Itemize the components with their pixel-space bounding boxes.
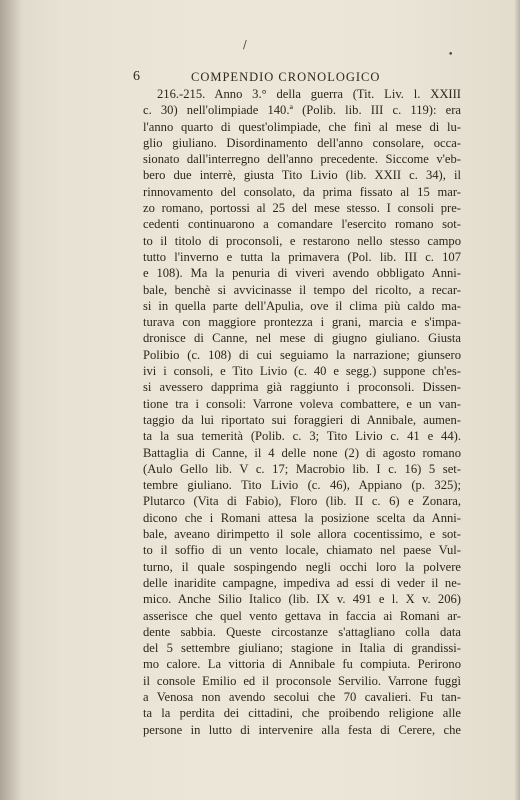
text-line: tione tra i consoli: Varrone voleva combattere, e un van-: [143, 396, 461, 411]
body-text: [143, 86, 461, 738]
running-title: COMPENDIO CRONOLOGICO: [191, 70, 381, 84]
running-head: [133, 69, 463, 85]
text-line: dronisce di Canne, nel mese di giugno giuliano. Giusta: [143, 331, 461, 346]
text-line: zo romano, portossi al 25 del mese stesso. I consoli pre-: [143, 201, 461, 216]
text-line: delle inaridite campagne, impediva ad essi di veder il ne-: [143, 575, 461, 590]
text-line: sionato dall'interregno dell'anno precedente. Siccome v'eb-: [143, 152, 461, 167]
text-line: persone in lutto di intervenire alla festa di Cerere, che: [143, 722, 461, 737]
text-line: dicono che i Romani attesa la posizione scelta da Anni-: [143, 510, 461, 525]
text-line: bale, aveano dirimpetto il sole allora cocentissimo, e sot-: [143, 527, 461, 542]
ink-mark: /: [243, 38, 247, 51]
text-line: turno, il quale sospingendo negli occhi loro la polvere: [143, 559, 461, 574]
text-line: asserisce che quel vento gettava in faccia ai Romani ar-: [143, 608, 461, 623]
text-line: ta la sua temerità (Polib. c. 3; Tito Livio c. 41 e 44).: [143, 429, 461, 444]
ink-speck: •: [448, 50, 454, 60]
text-line: rinnovamento del consolato, da prima fissato al 15 mar-: [143, 184, 461, 199]
text-line: tembre giuliano. Tito Livio (c. 46), Appiano (p. 325);: [143, 478, 461, 493]
text-line: mo calore. La vittoria di Annibale fu compiuta. Perirono: [143, 657, 461, 672]
text-line: c. 30) nell'olimpiade 140.ª (Polib. lib. III c. 119): era: [143, 103, 461, 118]
text-line: bale, benchè si avvicinasse il tempo del ricolto, a recar-: [143, 282, 461, 297]
text-line: del 5 settembre giuliano; stagione in Italia di grandissi-: [143, 641, 461, 656]
text-line: a Venosa non avendo secolui che 70 cavalieri. Fu tan-: [143, 689, 461, 704]
text-line: to il titolo di proconsoli, e restarono nello stesso campo: [143, 233, 461, 248]
text-line: ta la perdita dei cittadini, che proibendo religione alle: [143, 706, 461, 721]
text-line: e 108). Ma la penuria di viveri avendo obbligato Anni-: [143, 266, 461, 281]
page-edge: [514, 0, 520, 800]
text-line: taggio da lui riportato sui foraggieri di Annibale, aumen-: [143, 412, 461, 427]
text-line: l'anno quarto di quest'olimpiade, che finì al mese di lu-: [143, 119, 461, 134]
text-line: glio giuliano. Disordinamento dell'anno consolare, occa-: [143, 135, 461, 150]
page-number: 6: [133, 69, 140, 84]
text-line: si in quella parte dell'Apulia, ove il clima più caldo ma-: [143, 298, 461, 313]
text-line: mico. Anche Silio Italico (lib. IX v. 491 e l. X v. 206): [143, 592, 461, 607]
text-line: bero due interrè, giusta Tito Livio (lib. XXII c. 34), il: [143, 168, 461, 183]
text-line: il console Emilio ed il proconsole Servilio. Varrone fuggì: [143, 673, 461, 688]
text-line: dente sabbia. Queste circostanze s'attagliano colla data: [143, 624, 461, 639]
text-line: (Aulo Gello lib. V c. 17; Macrobio lib. I c. 16) 5 set-: [143, 461, 461, 476]
text-line: tutto l'inverno e tutta la primavera (Pol. lib. III c. 107: [143, 249, 461, 264]
text-line: Battaglia di Canne, il 4 delle none (2) di agosto romano: [143, 445, 461, 460]
text-line: to il soffio di un vento locale, chiamato nel paese Vul-: [143, 543, 461, 558]
text-line: si avessero dapprima già raggiunto i proconsoli. Dissen-: [143, 380, 461, 395]
text-line: cedenti continuarono a comandare l'esercito romano sot-: [143, 217, 461, 232]
text-line: Polibio (c. 108) di cui seguiamo la narrazione; giunsero: [143, 347, 461, 362]
gutter-shadow: [0, 0, 22, 800]
text-line: Plutarco (Vita di Fabio), Floro (lib. II c. 6) e Zonara,: [143, 494, 461, 509]
text-line: 216.-215. Anno 3.° della guerra (Tit. Liv. l. XXIII: [157, 87, 461, 101]
text-line: ivi i consoli, e Tito Livio (c. 40 e segg.) suppone ch'es-: [143, 364, 461, 379]
text-line: turava con maggiore prontezza i grani, marcia e s'impa-: [143, 315, 461, 330]
